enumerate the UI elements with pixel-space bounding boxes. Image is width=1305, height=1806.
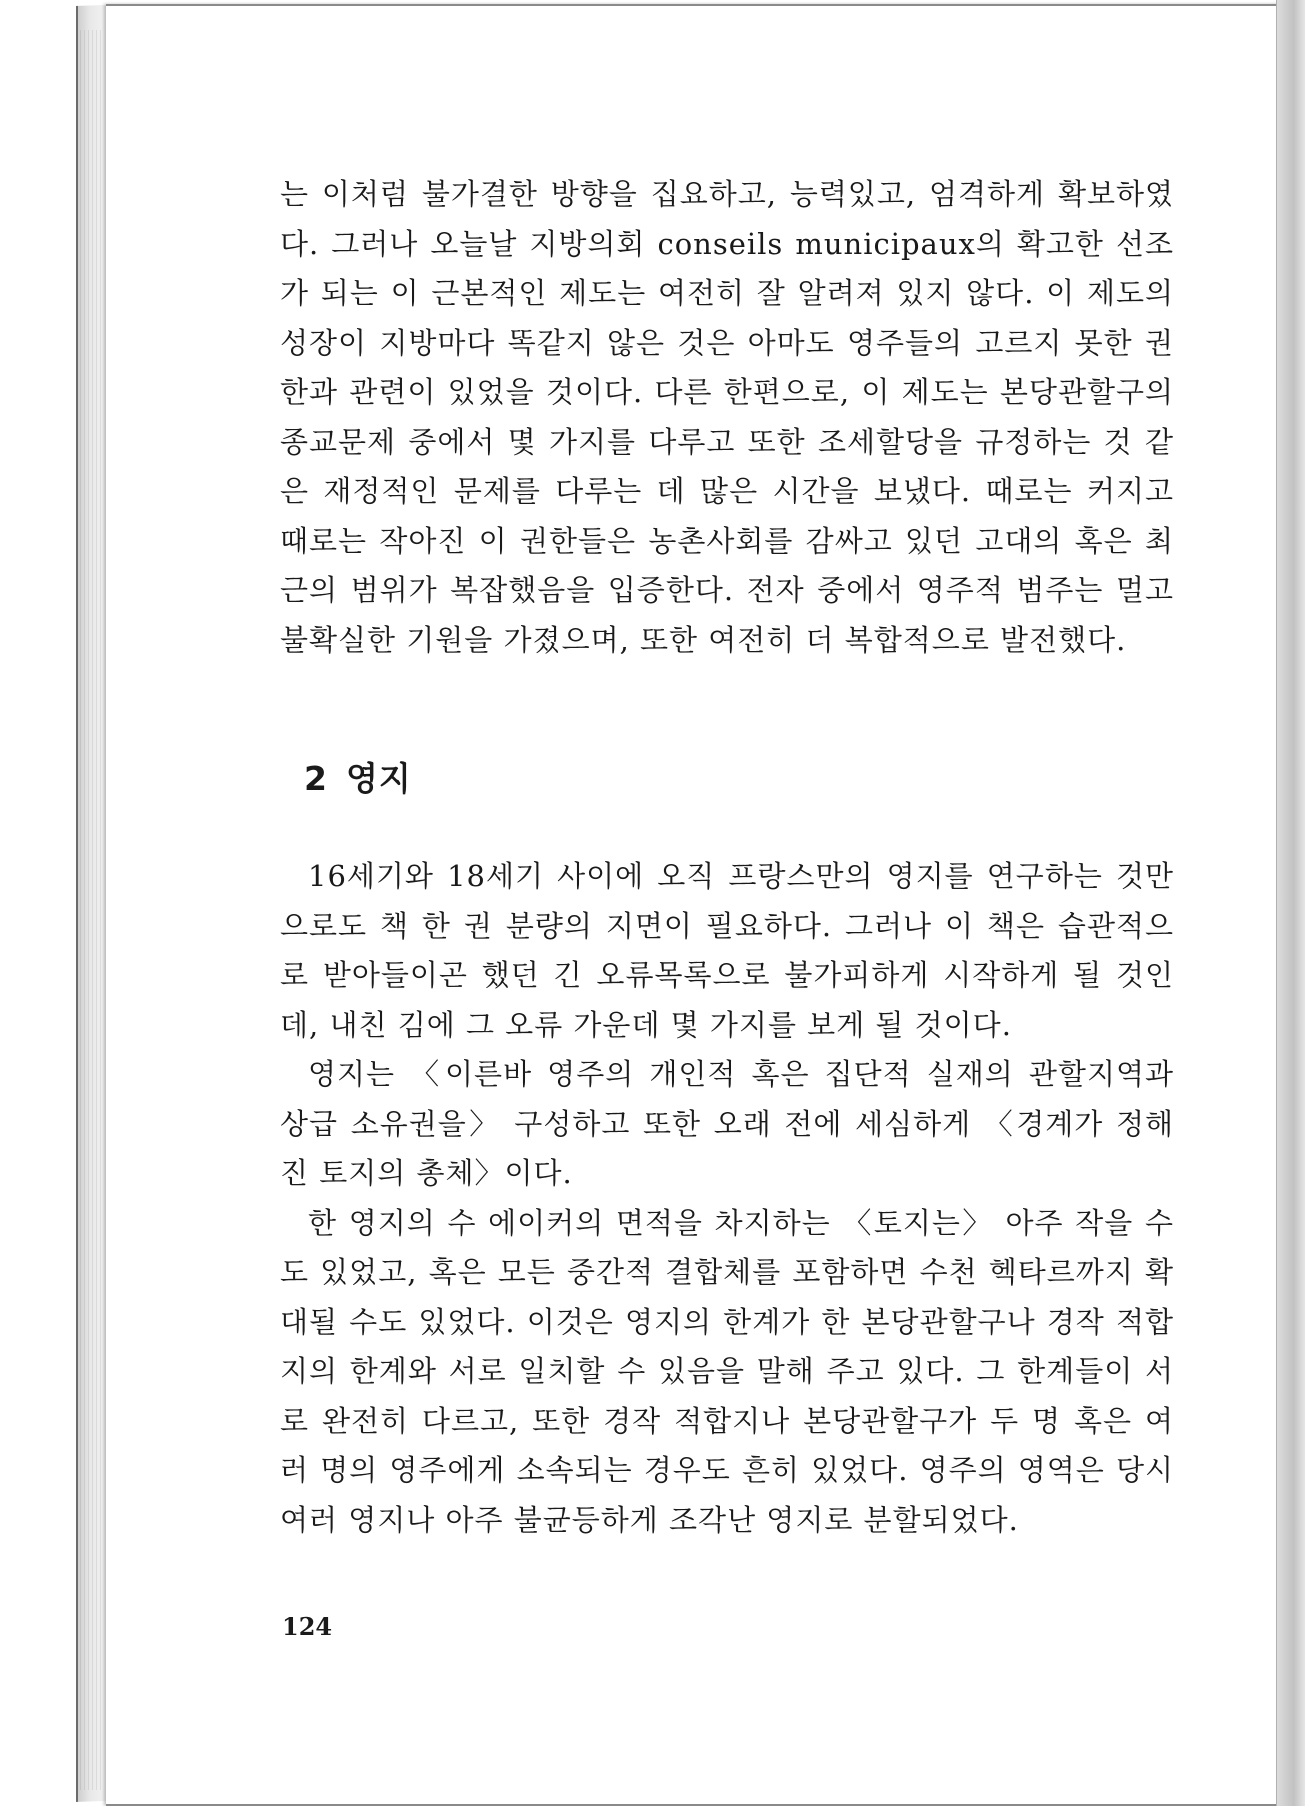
book-page-stack — [80, 30, 102, 1790]
section-title: 영지 — [345, 759, 412, 798]
body-paragraph-continued: 는 이처럼 불가결한 방향을 집요하고, 능력있고, 엄격하게 확보하였다. 그러나 오늘날 지방의회 conseils municipaux의 확고한 선조가 되는 이 근본적인 제도는 여전히 잘 알려져 있지 않다. 이 제도의 성장이 지방마다 똑같지 않은 것은 아마도 영주들의 고르지 못한 권한과 관련이 있었을 것이다. 다른 한편으로, 이 제도는 본당관할구의 종교문제 중에서 몇 가지를 다루고 또한 조세할당을 규정하는 것 같은 재정적인 문제를 다루는 데 많은 시간을 보냈다. 때로는 커지고 때로는 작아진 이 권한들은 농촌사회를 감싸고 있던 고대의 혹은 최근의 범위가 복잡했음을 입증한다. 전자 중에서 영주적 범주는 멀고 불확실한 기원을 가졌으며, 또한 여전히 더 복합적으로 발전했다. — [280, 177, 1174, 657]
body-paragraph: 영지는 〈이른바 영주의 개인적 혹은 집단적 실재의 관할지역과 상급 소유권을〉 구성하고 또한 오래 전에 세심하게 〈경계가 정해진 토지의 총체〉이다. — [280, 1057, 1174, 1190]
book-right-edge — [1276, 0, 1305, 1806]
page-number: 124 — [282, 1612, 333, 1641]
page-content — [280, 170, 1174, 1545]
body-paragraph: 16세기와 18세기 사이에 오직 프랑스만의 영지를 연구하는 것만으로도 책 한 권 분량의 지면이 필요하다. 그러나 이 책은 습관적으로 받아들이곤 했던 긴 오류목록으로 불가피하게 시작하게 될 것인데, 내친 김에 그 오류 가운데 몇 가지를 보게 될 것이다. — [280, 859, 1174, 1042]
section-heading — [280, 753, 1174, 800]
section-number: 2 — [304, 759, 328, 798]
body-paragraph: 한 영지의 수 에이커의 면적을 차지하는 〈토지는〉 아주 작을 수도 있었고, 혹은 모든 중간적 결합체를 포함하면 수천 헥타르까지 확대될 수도 있었다. 이것은 영지의 한계가 한 본당관할구나 경작 적합지의 한계와 서로 일치할 수 있음을 말해 주고 있다. 그 한계들이 서로 완전히 다르고, 또한 경작 적합지나 본당관할구가 두 명 혹은 여러 명의 영주에게 소속되는 경우도 흔히 있었다. 영주의 영역은 당시 여러 영지나 아주 불균등하게 조각난 영지로 분할되었다. — [280, 1205, 1174, 1537]
